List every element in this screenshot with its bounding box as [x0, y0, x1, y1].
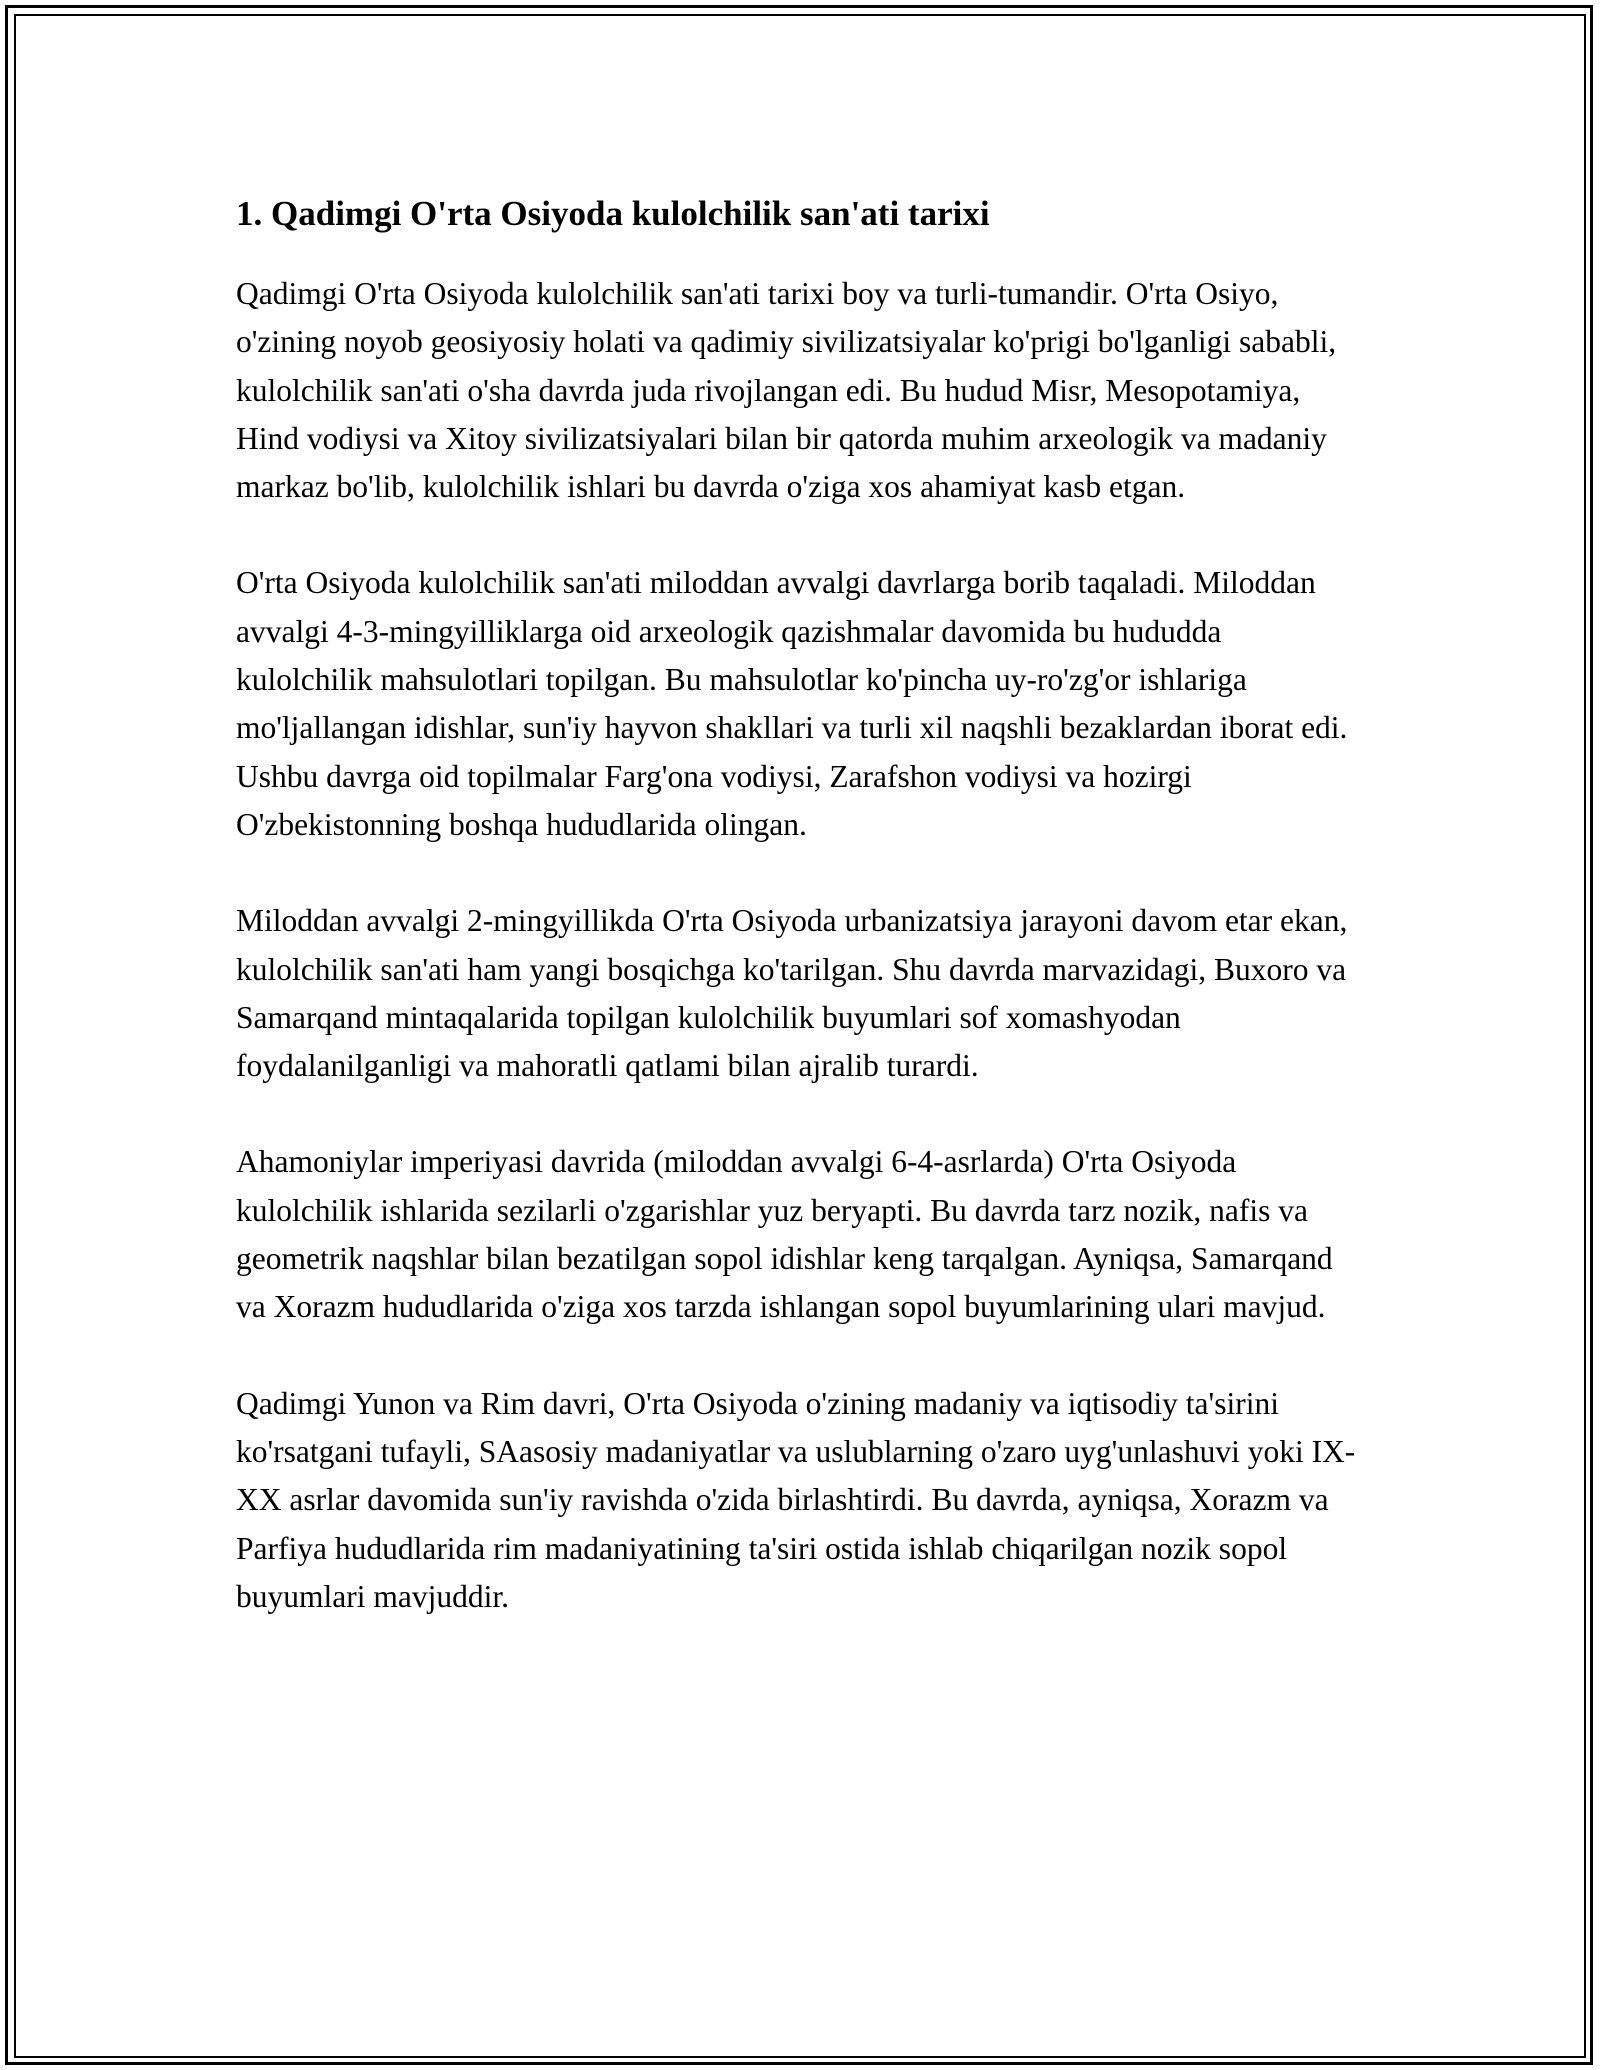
- paragraph-4: Ahamoniylar imperiyasi davrida (miloddan avvalgi 6-4-asrlarda) O'rta Osiyoda kulolchilik ishlarida sezilarli o'zgarishlar yuz beryapti. Bu davrda tarz nozik, nafis va geometrik naqshlar bilan bezatilgan sopol idishlar keng tarqalgan. Ayniqsa, Samarqand va Xorazm hududlarida o'ziga xos tarzda ishlangan sopol buyumlarining ulari mavjud.: [236, 1144, 1333, 1325]
- paragraph-2: O'rta Osiyoda kulolchilik san'ati miloddan avvalgi davrlarga borib taqaladi. Miloddan avvalgi 4-3-mingyilliklarga oid arxeologik qazishmalar davomida bu hududda kulolchilik mahsulotlari topilgan. Bu mahsulotlar ko'pincha uy-ro'zg'or ishlariga mo'ljallangan idishlar, sun'iy hayvon shakllari va turli xil naqshli bezaklardan iborat edi. Ushbu davrga oid topilmalar Farg'ona vodiysi, Zarafshon vodiysi va hozirgi O'zbekistonning boshqa hududlarida olingan.: [236, 565, 1348, 842]
- document-body: [236, 186, 1360, 1669]
- paragraph-3: Miloddan avvalgi 2-mingyillikda O'rta Osiyoda urbanizatsiya jarayoni davom etar ekan, kulolchilik san'ati ham yangi bosqichga ko'tarilgan. Shu davrda marvazidagi, Buxoro va Samarqand mintaqalarida topilgan kulolchilik buyumlari sof xomashyodan foydalanilganligi va mahoratli qatlami bilan ajralib turardi.: [236, 903, 1348, 1084]
- section-title: 1. Qadimgi O'rta Osiyoda kulolchilik san'ati tarixi: [236, 194, 990, 233]
- paragraph-5: Qadimgi Yunon va Rim davri, O'rta Osiyoda o'zining madaniy va iqtisodiy ta'sirini ko'rsatgani tufayli, SAasosiy madaniyatlar va uslublarning o'zaro uyg'unlashuvi yoki IX-XX asrlar davomida sun'iy ravishda o'zida birlashtirdi. Bu davrda, ayniqsa, Xorazm va Parfiya hududlarida rim madaniyatining ta'siri ostida ishlab chiqarilgan nozik sopol buyumlari mavjuddir.: [236, 1385, 1356, 1614]
- paragraph-1: Qadimgi O'rta Osiyoda kulolchilik san'ati tarixi boy va turli-tumandir. O'rta Osiyo, o'zining noyob geosiyosiy holati va qadimiy sivilizatsiyalar ko'prigi bo'lganligi sababli, kulolchilik san'ati o'sha davrda juda rivojlangan edi. Bu hudud Misr, Mesopotamiya, Hind vodiysi va Xitoy sivilizatsiyalari bilan bir qatorda muhim arxeologik va madaniy markaz bo'lib, kulolchilik ishlari bu davrda o'ziga xos ahamiyat kasb etgan.: [236, 276, 1337, 505]
